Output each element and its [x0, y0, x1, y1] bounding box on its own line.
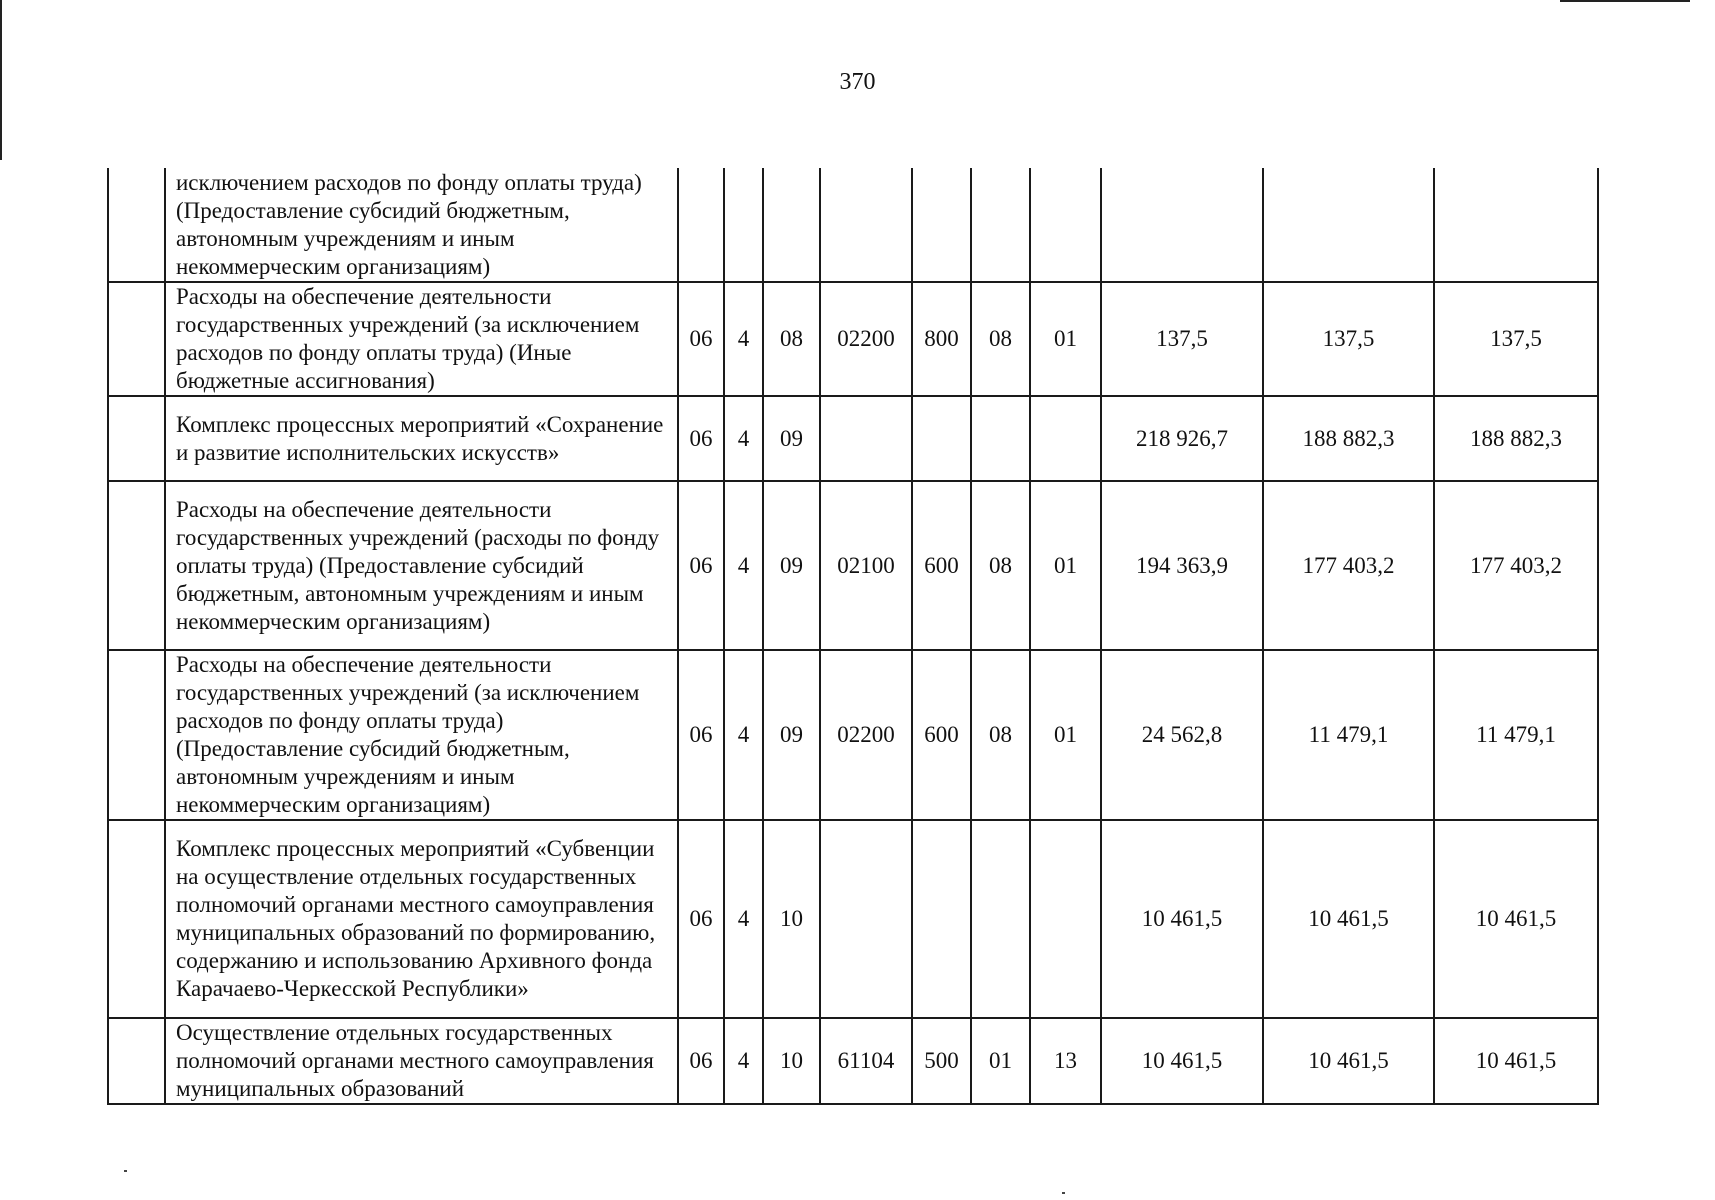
code-expense-type: [912, 396, 971, 481]
amount-year-1: 24 562,8: [1101, 650, 1263, 820]
code-section: [971, 396, 1030, 481]
amount-year-1: 137,5: [1101, 282, 1263, 396]
code-section: [971, 168, 1030, 282]
code-direction: 02200: [820, 650, 912, 820]
amount-year-2: 11 479,1: [1263, 650, 1434, 820]
code-department: 06: [678, 481, 724, 650]
code-department: [678, 168, 724, 282]
code-expense-type: [912, 820, 971, 1018]
scan-edge-mark-top: [1560, 0, 1690, 2]
row-description: Расходы на обеспечение деятельности государственных учреждений (за исключением расходов по фонду оплаты труда) (Предоставление субсидий бюджетным, автономным учреждениям и иным некоммерческим организациям): [165, 650, 678, 820]
amount-year-1: [1101, 168, 1263, 282]
amount-year-1: 218 926,7: [1101, 396, 1263, 481]
code-department: 06: [678, 396, 724, 481]
code-subsection: 01: [1030, 282, 1101, 396]
row-index-cell: [108, 820, 165, 1018]
budget-table: [107, 168, 1599, 1105]
scan-speck: [124, 1170, 127, 1172]
code-subsection: 01: [1030, 650, 1101, 820]
code-expense-type: 600: [912, 481, 971, 650]
code-section: 08: [971, 650, 1030, 820]
row-index-cell: [108, 1018, 165, 1104]
code-section: [971, 820, 1030, 1018]
table-row: [108, 396, 1598, 481]
row-index-cell: [108, 650, 165, 820]
amount-year-3: 177 403,2: [1434, 481, 1598, 650]
code-section: 01: [971, 1018, 1030, 1104]
code-program: 4: [724, 1018, 763, 1104]
amount-year-3: 11 479,1: [1434, 650, 1598, 820]
amount-year-1: 10 461,5: [1101, 1018, 1263, 1104]
code-subsection: [1030, 396, 1101, 481]
amount-year-2: 137,5: [1263, 282, 1434, 396]
code-subprogram: 09: [763, 650, 820, 820]
code-program: 4: [724, 396, 763, 481]
code-subprogram: 08: [763, 282, 820, 396]
code-subsection: 13: [1030, 1018, 1101, 1104]
row-index-cell: [108, 481, 165, 650]
row-description: Осуществление отдельных государственных полномочий органами местного самоуправления муниципальных образований: [165, 1018, 678, 1104]
amount-year-2: 10 461,5: [1263, 820, 1434, 1018]
row-index-cell: [108, 282, 165, 396]
row-index-cell: [108, 396, 165, 481]
code-direction: 61104: [820, 1018, 912, 1104]
table-row: [108, 650, 1598, 820]
code-department: 06: [678, 820, 724, 1018]
code-department: 06: [678, 650, 724, 820]
page-number: 370: [839, 69, 876, 95]
row-description: Комплекс процессных мероприятий «Субвенции на осуществление отдельных государственных полномочий органами местного самоуправления муниципальных образований по формированию, содержанию и использованию Архивного фонда Карачаево-Черкесской Республики»: [165, 820, 678, 1018]
code-subsection: [1030, 820, 1101, 1018]
code-program: 4: [724, 282, 763, 396]
code-subprogram: 10: [763, 820, 820, 1018]
code-direction: 02200: [820, 282, 912, 396]
table-row: [108, 1018, 1598, 1104]
code-subprogram: [763, 168, 820, 282]
amount-year-3: 188 882,3: [1434, 396, 1598, 481]
code-expense-type: 800: [912, 282, 971, 396]
code-subsection: 01: [1030, 481, 1101, 650]
code-subprogram: 10: [763, 1018, 820, 1104]
code-section: 08: [971, 481, 1030, 650]
row-description: Расходы на обеспечение деятельности государственных учреждений (за исключением расходов по фонду оплаты труда) (Иные бюджетные ассигнования): [165, 282, 678, 396]
code-direction: [820, 820, 912, 1018]
code-expense-type: 500: [912, 1018, 971, 1104]
table-row: [108, 820, 1598, 1018]
table-row: [108, 282, 1598, 396]
amount-year-1: 194 363,9: [1101, 481, 1263, 650]
code-subsection: [1030, 168, 1101, 282]
code-department: 06: [678, 1018, 724, 1104]
code-expense-type: [912, 168, 971, 282]
code-subprogram: 09: [763, 481, 820, 650]
table-row: [108, 168, 1598, 282]
code-direction: [820, 168, 912, 282]
amount-year-2: 188 882,3: [1263, 396, 1434, 481]
code-direction: 02100: [820, 481, 912, 650]
amount-year-3: 10 461,5: [1434, 1018, 1598, 1104]
code-program: [724, 168, 763, 282]
amount-year-3: 137,5: [1434, 282, 1598, 396]
amount-year-3: 10 461,5: [1434, 820, 1598, 1018]
amount-year-2: 10 461,5: [1263, 1018, 1434, 1104]
amount-year-2: 177 403,2: [1263, 481, 1434, 650]
amount-year-2: [1263, 168, 1434, 282]
code-department: 06: [678, 282, 724, 396]
code-subprogram: 09: [763, 396, 820, 481]
table-row: [108, 481, 1598, 650]
code-section: 08: [971, 282, 1030, 396]
amount-year-3: [1434, 168, 1598, 282]
scan-speck: [1062, 1192, 1065, 1194]
row-description: исключением расходов по фонду оплаты труда) (Предоставление субсидий бюджетным, автономным учреждениям и иным некоммерческим организациям): [165, 168, 678, 282]
code-direction: [820, 396, 912, 481]
code-expense-type: 600: [912, 650, 971, 820]
amount-year-1: 10 461,5: [1101, 820, 1263, 1018]
code-program: 4: [724, 820, 763, 1018]
row-description: Комплекс процессных мероприятий «Сохранение и развитие исполнительских искусств»: [165, 396, 678, 481]
row-index-cell: [108, 168, 165, 282]
code-program: 4: [724, 650, 763, 820]
row-description: Расходы на обеспечение деятельности государственных учреждений (расходы по фонду оплаты труда) (Предоставление субсидий бюджетным, автономным учреждениям и иным некоммерческим организациям): [165, 481, 678, 650]
code-program: 4: [724, 481, 763, 650]
